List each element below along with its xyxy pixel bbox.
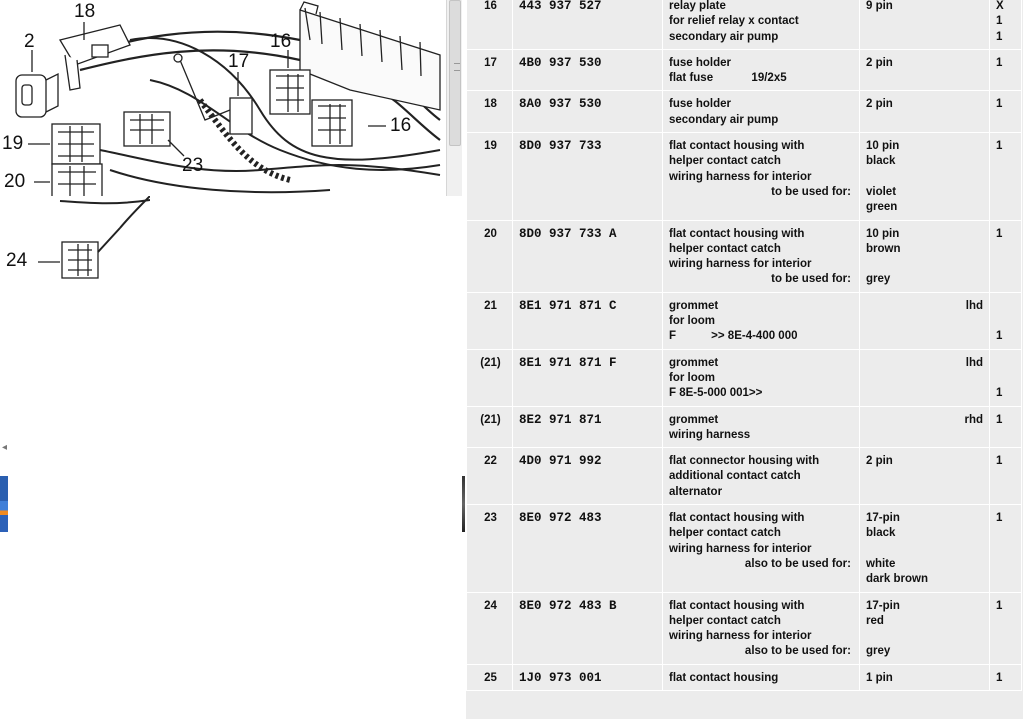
item-number: 20 (467, 220, 513, 292)
quantity-line (996, 356, 1017, 371)
callout-19: 19 (2, 133, 24, 154)
specification-line: dark brown (866, 573, 928, 586)
specification-line: 2 pin (866, 56, 893, 69)
part-specification (860, 0, 990, 49)
specification-line: 9 pin (866, 0, 893, 12)
description-line: relay plate (669, 0, 726, 12)
description-line: F 8E-5-000 001>> (669, 387, 763, 400)
item-number: 19 (467, 133, 513, 220)
description-line: for loom (669, 315, 715, 328)
part-specification (860, 664, 990, 690)
item-number: 23 (467, 505, 513, 592)
part-description (663, 664, 860, 690)
description-line: wiring harness for interior (669, 170, 812, 183)
drive-side-label: rhd (964, 413, 983, 426)
specification-line: grey (866, 645, 891, 658)
table-row (467, 220, 1022, 292)
specification-line: red (866, 614, 884, 627)
specification-line: green (866, 201, 898, 214)
specification-line (866, 170, 985, 185)
description-usage-note: to be used for: (771, 185, 851, 198)
quantity (990, 220, 1022, 292)
part-number: 8E1 971 871 C (513, 292, 663, 349)
part-number: 8E0 972 483 B (513, 592, 663, 664)
part-specification (860, 292, 990, 349)
part-description (663, 448, 860, 505)
drive-side-row (866, 356, 985, 371)
part-description (663, 220, 860, 292)
part-description (663, 0, 860, 49)
part-specification (860, 49, 990, 91)
description-line: grommet (669, 356, 719, 369)
taskbar-app-icon[interactable] (0, 476, 8, 532)
part-number: 4B0 937 530 (513, 49, 663, 91)
callout-20: 20 (4, 171, 26, 192)
table-row (467, 406, 1022, 448)
part-specification (860, 349, 990, 406)
quantity-line: 1 (996, 671, 1003, 684)
description-line: helper contact catch (669, 242, 781, 255)
description-line: F >> 8E-4-400 000 (669, 330, 798, 343)
item-number: 24 (467, 592, 513, 664)
item-number: (21) (467, 406, 513, 448)
callout-18: 18 (74, 1, 96, 22)
table-row (467, 664, 1022, 690)
specification-line: 17-pin (866, 599, 900, 612)
specification-line: black (866, 155, 896, 168)
callout-24: 24 (6, 250, 28, 271)
part-description (663, 592, 860, 664)
part-description (663, 49, 860, 91)
quantity (990, 292, 1022, 349)
specification-line: 1 pin (866, 671, 893, 684)
part-description (663, 91, 860, 133)
callout-23: 23 (182, 155, 204, 176)
description-line: flat contact housing with (669, 512, 805, 525)
parts-table (466, 0, 1022, 691)
specification-line: 17-pin (866, 512, 900, 525)
drive-side-row (866, 299, 985, 314)
description-usage-note: also to be used for: (744, 645, 851, 658)
quantity (990, 133, 1022, 220)
specification-line (866, 257, 985, 272)
parts-list (466, 0, 1023, 719)
table-row (467, 592, 1022, 664)
description-line: grommet (669, 299, 719, 312)
description-line: flat contact housing (669, 671, 779, 684)
wiring-harness-drawing (0, 0, 446, 196)
callout-16-top: 16 (270, 31, 292, 52)
item-number: 25 (467, 664, 513, 690)
part-number: 4D0 971 992 (513, 448, 663, 505)
scroll-grip-icon (454, 63, 460, 71)
description-line: flat fuse 19/2x5 (669, 72, 787, 85)
part-description (663, 133, 860, 220)
part-number: 8D0 937 733 A (513, 220, 663, 292)
part-specification (860, 406, 990, 448)
drive-side-label: lhd (965, 299, 983, 312)
part-number: 8D0 937 733 (513, 133, 663, 220)
quantity-line: 1 (996, 387, 1003, 400)
description-line: flat contact housing with (669, 227, 805, 240)
quantity (990, 592, 1022, 664)
table-row (467, 0, 1022, 49)
diagram-scrollbar-thumb[interactable] (449, 0, 461, 146)
quantity-line: 1 (996, 15, 1003, 28)
description-usage-note: to be used for: (771, 273, 851, 286)
description-line: fuse holder (669, 98, 731, 111)
part-description (663, 349, 860, 406)
quantity-line: 1 (996, 140, 1003, 153)
callout-16-right: 16 (390, 115, 412, 136)
description-usage-note: also to be used for: (744, 557, 851, 570)
window-edge-fragment (462, 476, 465, 532)
table-row (467, 133, 1022, 220)
quantity (990, 91, 1022, 133)
table-row (467, 49, 1022, 91)
description-line: alternator (669, 485, 723, 498)
description-line: for loom (669, 371, 715, 384)
quantity (990, 505, 1022, 592)
part-specification (860, 220, 990, 292)
quantity (990, 448, 1022, 505)
diagram-scrollbar[interactable] (446, 0, 462, 196)
callout-2: 2 (24, 31, 35, 52)
quantity-line (996, 371, 1017, 386)
specification-line: violet (866, 185, 897, 198)
part-specification (860, 133, 990, 220)
specification-line: 10 pin (866, 140, 900, 153)
quantity-line: 1 (996, 330, 1003, 343)
quantity (990, 349, 1022, 406)
description-line: flat connector housing with (669, 455, 820, 468)
item-number: 18 (467, 91, 513, 133)
item-number: (21) (467, 349, 513, 406)
quantity-line: 1 (996, 413, 1003, 426)
quantity-line: 1 (996, 227, 1003, 240)
part-number: 1J0 973 001 (513, 664, 663, 690)
part-number: 8E0 972 483 (513, 505, 663, 592)
part-specification (860, 505, 990, 592)
quantity-line: X (996, 0, 1004, 12)
specification-line: brown (866, 242, 901, 255)
description-line: wiring harness for interior (669, 258, 812, 271)
description-line: wiring harness for interior (669, 542, 812, 555)
part-number: 8E2 971 871 (513, 406, 663, 448)
table-row (467, 448, 1022, 505)
callout-17: 17 (228, 51, 250, 72)
part-number: 8E1 971 871 F (513, 349, 663, 406)
quantity-line: 1 (996, 30, 1003, 43)
quantity (990, 0, 1022, 49)
specification-line: white (866, 557, 896, 570)
item-number: 16 (467, 0, 513, 49)
description-line: helper contact catch (669, 527, 781, 540)
description-line: secondary air pump (669, 113, 779, 126)
description-line: fuse holder (669, 56, 731, 69)
description-line: grommet (669, 413, 719, 426)
specification-line (866, 542, 985, 557)
table-row (467, 292, 1022, 349)
item-number: 17 (467, 49, 513, 91)
description-line: for relief relay x contact (669, 15, 799, 28)
description-line: flat contact housing with (669, 140, 805, 153)
description-line: wiring harness for interior (669, 630, 812, 643)
drive-side-row (866, 413, 985, 428)
description-line: flat contact housing with (669, 599, 805, 612)
drive-side-label: lhd (965, 356, 983, 369)
quantity (990, 49, 1022, 91)
description-line: helper contact catch (669, 614, 781, 627)
table-row (467, 505, 1022, 592)
part-number: 8A0 937 530 (513, 91, 663, 133)
quantity-line: 1 (996, 455, 1003, 468)
quantity (990, 406, 1022, 448)
quantity-line (996, 314, 1017, 329)
description-line: secondary air pump (669, 30, 779, 43)
quantity-line (996, 299, 1017, 314)
parts-table-body (467, 0, 1022, 690)
diagram-lower-connector (0, 196, 150, 286)
table-row (467, 349, 1022, 406)
part-specification (860, 91, 990, 133)
item-number: 22 (467, 448, 513, 505)
specification-line: 10 pin (866, 227, 900, 240)
part-number: 443 937 527 (513, 0, 663, 49)
description-line: additional contact catch (669, 470, 801, 483)
part-specification (860, 448, 990, 505)
quantity-line: 1 (996, 512, 1003, 525)
description-line: wiring harness (669, 428, 751, 441)
quantity-line: 1 (996, 98, 1003, 111)
part-description (663, 406, 860, 448)
specification-line (866, 629, 985, 644)
specification-line: 2 pin (866, 98, 893, 111)
specification-line: 2 pin (866, 455, 893, 468)
exploded-diagram (0, 0, 446, 196)
part-description (663, 292, 860, 349)
specification-line: black (866, 527, 896, 540)
table-row (467, 91, 1022, 133)
quantity-line: 1 (996, 56, 1003, 69)
specification-line: grey (866, 273, 891, 286)
quantity (990, 664, 1022, 690)
item-number: 21 (467, 292, 513, 349)
part-specification (860, 592, 990, 664)
quantity-line: 1 (996, 599, 1003, 612)
scroll-left-arrow-icon[interactable]: ◂ (2, 442, 8, 453)
part-description (663, 505, 860, 592)
description-line: helper contact catch (669, 155, 781, 168)
